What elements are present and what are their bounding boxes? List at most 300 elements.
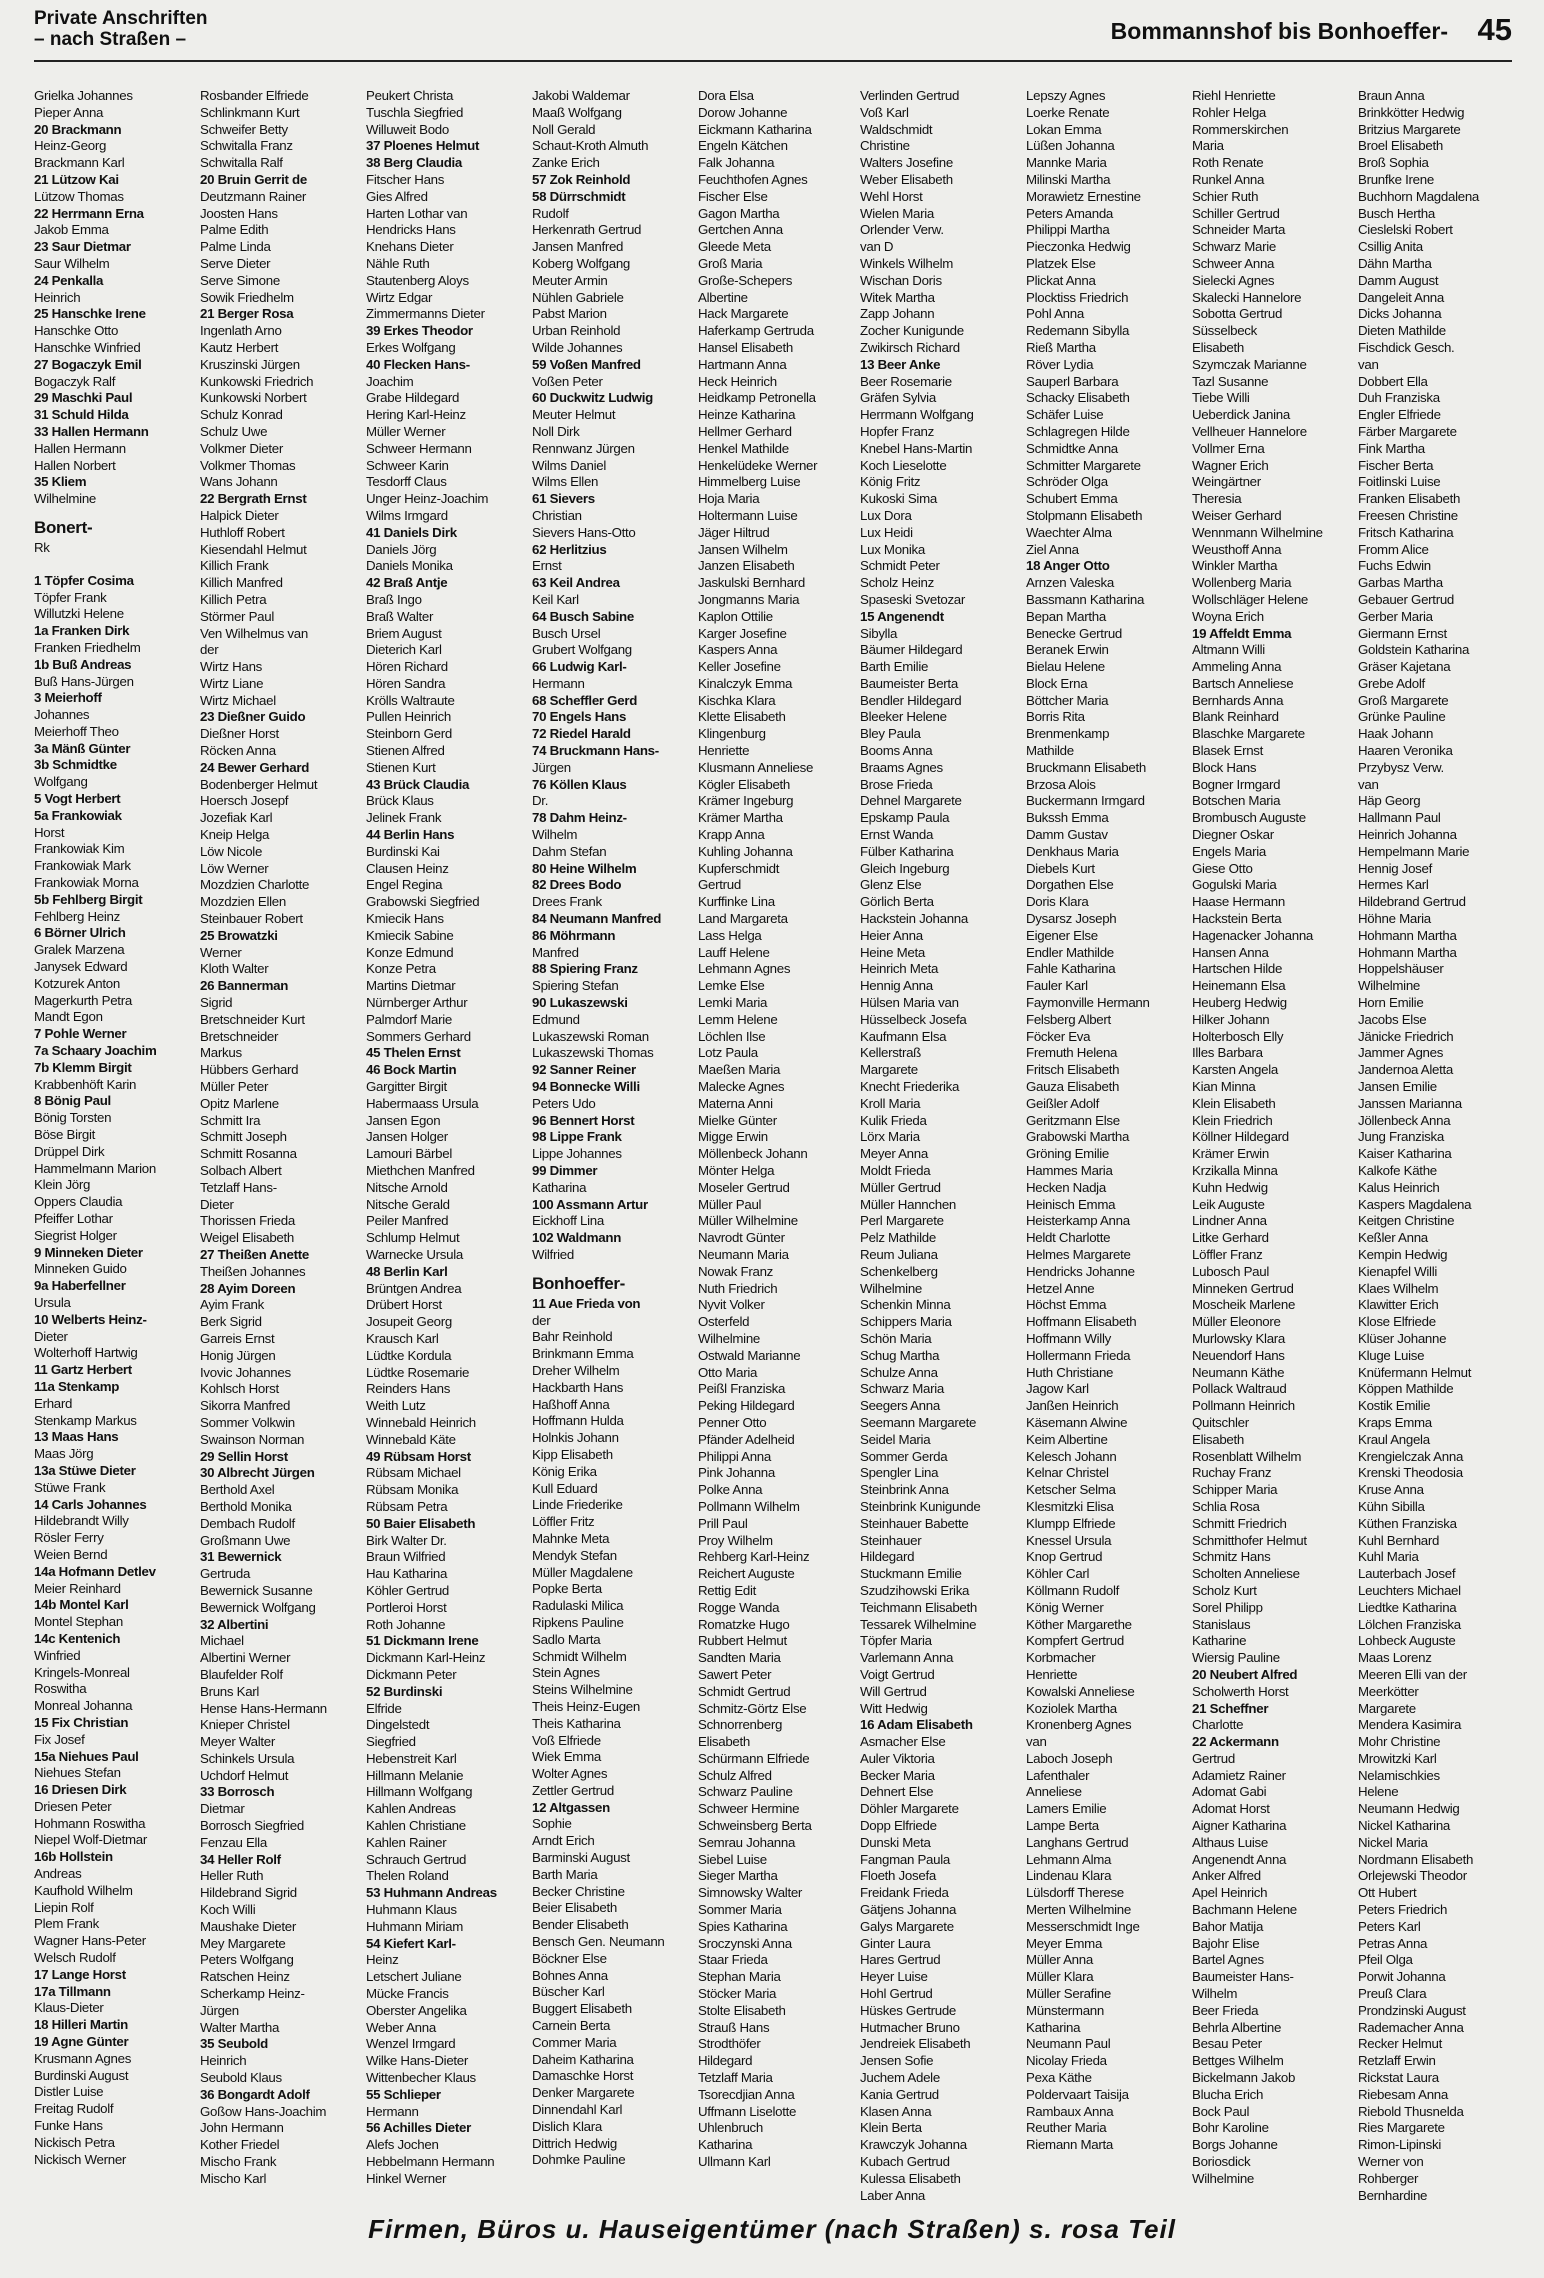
- directory-entry: Thorissen Frieda: [200, 1213, 295, 1229]
- directory-entry: Rehberg Karl-Heinz: [698, 1549, 810, 1565]
- directory-entry: Behrla Albertine: [1192, 2019, 1282, 2035]
- directory-entry: Neumann Maria: [698, 1246, 789, 1262]
- directory-column: [860, 88, 1022, 2203]
- directory-entry: Kohlsch Horst: [200, 1381, 279, 1397]
- directory-entry: 20 Bruin Gerrit de: [200, 171, 307, 187]
- directory-entry: Wehl Horst: [860, 188, 923, 204]
- directory-entry: Hebenstreit Karl: [366, 1750, 457, 1766]
- directory-entry: Böse Birgit: [34, 1127, 95, 1143]
- directory-entry: Weingärtner: [1192, 474, 1261, 490]
- directory-entry: Lüßen Johanna: [1026, 138, 1115, 154]
- directory-entry: 52 Burdinski: [366, 1683, 443, 1699]
- directory-entry: Wolfgang: [34, 774, 88, 790]
- directory-entry: Angenendt Anna: [1192, 1851, 1287, 1867]
- directory-entry: Kühn Sibilla: [1358, 1498, 1425, 1514]
- directory-entry: Nickel Katharina: [1358, 1818, 1451, 1834]
- directory-entry: Weien Bernd: [34, 1546, 108, 1562]
- directory-entry: Jansen Holger: [366, 1129, 448, 1145]
- directory-entry: Winkels Wilhelm: [860, 255, 954, 271]
- directory-entry: Horn Emilie: [1358, 995, 1424, 1011]
- directory-column: [1026, 88, 1188, 2178]
- directory-entry: Schmitt Friedrich: [1192, 1515, 1287, 1531]
- directory-entry: Commer Maria: [532, 2034, 617, 2050]
- directory-entry: Fischer Else: [698, 188, 768, 204]
- directory-entry: Kögler Elisabeth: [698, 776, 791, 792]
- directory-entry: Dorgathen Else: [1026, 877, 1114, 893]
- directory-entry: 22 Ackermann: [1192, 1734, 1279, 1750]
- directory-entry: Becker Christine: [532, 1883, 625, 1899]
- directory-entry: Huthloff Robert: [200, 524, 285, 540]
- directory-entry: 42 Braß Antje: [366, 575, 448, 591]
- directory-entry: Grabowski Martha: [1026, 1129, 1130, 1145]
- directory-entry: Kunkowski Norbert: [200, 390, 307, 406]
- directory-entry: Schäfer Luise: [1026, 407, 1104, 423]
- directory-entry: Blasek Ernst: [1192, 743, 1264, 759]
- directory-entry: Jäger Hiltrud: [698, 524, 770, 540]
- directory-entry: 90 Lukaszewski: [532, 995, 628, 1011]
- directory-entry: Schweifer Betty: [200, 121, 288, 137]
- directory-entry: Meyer Walter: [200, 1734, 275, 1750]
- directory-entry: Böckner Else: [532, 1950, 607, 1966]
- directory-entry: Dicks Johanna: [1358, 306, 1442, 322]
- directory-entry: Hoffmann Elisabeth: [1026, 1314, 1137, 1330]
- directory-entry: Kalus Heinrich: [1358, 1179, 1440, 1195]
- directory-entry: Gätjens Johanna: [860, 1902, 957, 1918]
- directory-entry: Sadlo Marta: [532, 1631, 601, 1647]
- directory-entry: Köhler Gertrud: [366, 1582, 450, 1598]
- directory-entry: Herrmann Wolfgang: [860, 407, 974, 423]
- directory-entry: Reuther Maria: [1026, 2120, 1107, 2136]
- directory-entry: Stautenberg Aloys: [366, 272, 469, 288]
- directory-entry: Kulik Frieda: [860, 1112, 927, 1128]
- directory-entry: Schwitalla Franz: [200, 138, 293, 154]
- directory-entry: Sikorra Manfred: [200, 1398, 291, 1414]
- directory-entry: Schippers Maria: [860, 1314, 952, 1330]
- directory-entry: Schmitt Rosanna: [200, 1146, 297, 1162]
- directory-entry: 7a Schaary Joachim: [34, 1043, 157, 1059]
- directory-entry: Klasen Anna: [860, 2103, 932, 2119]
- directory-entry: Rübsam Monika: [366, 1482, 459, 1498]
- directory-entry: Reichert Auguste: [698, 1566, 795, 1582]
- directory-entry: Arndt Erich: [532, 1833, 595, 1849]
- directory-entry: Hallen Hermann: [34, 440, 126, 456]
- directory-entry: Hallen Norbert: [34, 457, 116, 473]
- directory-entry: 18 Anger Otto: [1026, 558, 1110, 574]
- directory-entry: Dingelstedt: [366, 1717, 430, 1733]
- directory-entry: Meerkötter: [1358, 1683, 1419, 1699]
- directory-entry: Weusthoff Anna: [1192, 541, 1282, 557]
- directory-entry: Kahlen Andreas: [366, 1801, 456, 1817]
- directory-entry: Denker Margarete: [532, 2085, 635, 2101]
- directory-entry: Kuhl Maria: [1358, 1549, 1419, 1565]
- directory-entry: Janßen Heinrich: [1026, 1398, 1119, 1414]
- directory-entry: Neumann Paul: [1026, 2036, 1111, 2052]
- directory-entry: Opitz Marlene: [200, 1095, 279, 1111]
- directory-entry: Jürgen: [532, 759, 571, 775]
- directory-entry: Neumann Hedwig: [1358, 1801, 1460, 1817]
- directory-entry: Elisabeth: [698, 1734, 751, 1750]
- directory-entry: Peters Karl: [1358, 1918, 1421, 1934]
- directory-entry: Dieterich Karl: [366, 642, 442, 658]
- directory-entry: Janysek Edward: [34, 959, 128, 975]
- directory-entry: Mozdzien Charlotte: [200, 877, 310, 893]
- directory-entry: Garreis Ernst: [200, 1330, 275, 1346]
- directory-entry: Jacobs Else: [1358, 1011, 1427, 1027]
- directory-entry: Foitlinski Luise: [1358, 474, 1441, 490]
- directory-column: [1192, 88, 1354, 2186]
- directory-entry: Klein Friedrich: [1192, 1112, 1273, 1128]
- directory-entry: Knebel Hans-Martin: [860, 440, 973, 456]
- directory-entry: Kukoski Sima: [860, 491, 937, 507]
- directory-entry: Grielka Johannes: [34, 88, 133, 103]
- directory-entry: Berk Sigrid: [200, 1314, 262, 1330]
- directory-entry: Hoffmann Hulda: [532, 1413, 624, 1429]
- directory-entry: Bickelmann Jakob: [1192, 2070, 1296, 2086]
- directory-column: [34, 88, 196, 2178]
- directory-entry: Höhne Maria: [1358, 911, 1431, 927]
- directory-entry: Kian Minna: [1192, 1079, 1256, 1095]
- directory-entry: Wilke Hans-Dieter: [366, 2053, 469, 2069]
- directory-entry: Sowik Friedhelm: [200, 289, 294, 305]
- directory-entry: Schwarz Pauline: [698, 1784, 793, 1800]
- directory-entry: Block Hans: [1192, 759, 1257, 775]
- directory-entry: Anneliese: [1026, 1784, 1082, 1800]
- directory-entry: Riemann Marta: [1026, 2137, 1113, 2153]
- directory-entry: Jaskulski Bernhard: [698, 575, 805, 591]
- directory-entry: Eickhoff Lina: [532, 1213, 604, 1229]
- directory-entry: Bönig Torsten: [34, 1110, 112, 1126]
- directory-entry: Dehnert Else: [860, 1784, 934, 1800]
- directory-entry: Wilhelmine: [1358, 978, 1421, 994]
- directory-entry: Retzlaff Erwin: [1358, 2053, 1436, 2069]
- directory-entry: Dickmann Karl-Heinz: [366, 1650, 486, 1666]
- directory-entry: Janzen Elisabeth: [698, 558, 795, 574]
- directory-entry: Josupeit Georg: [366, 1314, 452, 1330]
- directory-entry: 33 Borrosch: [200, 1784, 275, 1800]
- directory-entry: Sielecki Agnes: [1192, 272, 1275, 288]
- directory-entry: Klusmann Anneliese: [698, 759, 814, 775]
- directory-entry: 5 Vogt Herbert: [34, 791, 121, 807]
- directory-entry: Miethchen Manfred: [366, 1163, 475, 1178]
- directory-entry: Sommer Maria: [698, 1902, 782, 1918]
- directory-entry: Rohberger: [1358, 2170, 1419, 2186]
- directory-entry: 32 Albertini: [200, 1616, 269, 1632]
- directory-entry: Hellmer Gerhard: [698, 423, 792, 439]
- directory-entry: Töpfer Frank: [34, 589, 107, 605]
- directory-entry: 100 Assmann Artur: [532, 1196, 648, 1212]
- directory-entry: Stuckmann Emilie: [860, 1566, 962, 1582]
- directory-entry: Mrowitzki Karl: [1358, 1750, 1437, 1766]
- directory-entry: 8 Bönig Paul: [34, 1093, 111, 1109]
- directory-entry: Hutmacher Bruno: [860, 2019, 960, 2035]
- directory-entry: Gertruda: [200, 1566, 251, 1582]
- directory-entry: 28 Ayim Doreen: [200, 1280, 296, 1296]
- directory-entry: Schlagregen Hilde: [1026, 423, 1130, 439]
- directory-entry: Riehl Henriette: [1192, 88, 1276, 103]
- directory-entry: Grabowski Siegfried: [366, 894, 480, 910]
- directory-entry: Johannes: [34, 707, 90, 723]
- directory-entry: Broel Elisabeth: [1358, 138, 1443, 154]
- directory-entry: Steinhauer Babette: [860, 1515, 969, 1531]
- directory-entry: 29 Maschki Paul: [34, 390, 133, 406]
- directory-entry: Helmes Margarete: [1026, 1246, 1131, 1262]
- directory-entry: König Erika: [532, 1463, 597, 1479]
- directory-entry: Karsten Angela: [1192, 1062, 1278, 1078]
- directory-entry: Katharina: [532, 1179, 587, 1195]
- directory-entry: 62 Herlitzius: [532, 541, 607, 557]
- directory-entry: Ivovic Johannes: [200, 1364, 291, 1380]
- directory-entry: 3 Meierhoff: [34, 690, 102, 706]
- directory-entry: Buggert Elisabeth: [532, 2001, 632, 2017]
- directory-entry: Berthold Axel: [200, 1482, 275, 1498]
- directory-entry: Schweer Hermann: [366, 440, 472, 456]
- directory-entry: Hendricks Hans: [366, 222, 456, 238]
- directory-entry: 60 Duckwitz Ludwig: [532, 390, 653, 406]
- directory-entry: 72 Riedel Harald: [532, 726, 631, 742]
- street-heading: Bonhoeffer-: [532, 1273, 626, 1293]
- directory-entry: Hering Karl-Heinz: [366, 407, 466, 423]
- directory-entry: Peters Udo: [532, 1095, 596, 1111]
- directory-entry: 21 Scheffner: [1192, 1700, 1269, 1716]
- directory-entry: Hillmann Wolfgang: [366, 1784, 473, 1800]
- directory-entry: Brose Frieda: [860, 776, 933, 792]
- directory-entry: Mannke Maria: [1026, 155, 1107, 171]
- directory-entry: 82 Drees Bodo: [532, 877, 622, 893]
- directory-entry: Müller Eleonore: [1192, 1314, 1281, 1330]
- directory-entry: Wans Johann: [200, 474, 278, 490]
- directory-entry: Willuweit Bodo: [366, 121, 450, 137]
- directory-entry: 48 Berlin Karl: [366, 1263, 448, 1279]
- directory-entry: Konze Edmund: [366, 944, 454, 960]
- directory-entry: Margarete: [1358, 1700, 1416, 1716]
- directory-entry: Bohnes Anna: [532, 1967, 608, 1983]
- directory-entry: 21 Lützow Kai: [34, 171, 119, 187]
- directory-entry: Margarete: [860, 1062, 918, 1078]
- directory-entry: Blaschke Margarete: [1192, 726, 1305, 742]
- directory-entry: Gagon Martha: [698, 205, 780, 221]
- directory-entry: Lauterbach Josef: [1358, 1566, 1456, 1582]
- directory-entry: Bretschneider Kurt: [200, 1011, 305, 1027]
- directory-entry: Winkler Martha: [1192, 558, 1278, 574]
- directory-entry: Lux Monika: [860, 541, 925, 557]
- directory-entry: Köllner Hildegard: [1192, 1129, 1289, 1145]
- directory-entry: Spies Katharina: [698, 1918, 788, 1934]
- directory-entry: Färber Margarete: [1358, 423, 1457, 439]
- directory-entry: Röver Lydia: [1026, 356, 1094, 372]
- directory-entry: Heinemann Elsa: [1192, 978, 1286, 994]
- directory-entry: Merten Wilhelmine: [1026, 1902, 1132, 1918]
- directory-entry: Rübsam Michael: [366, 1465, 461, 1481]
- directory-entry: Heinz: [366, 1952, 399, 1968]
- directory-entry: Strodthöfer: [698, 2036, 761, 2052]
- directory-entry: Maaß Wolfgang: [532, 104, 622, 120]
- directory-entry: 3a Mänß Günter: [34, 740, 131, 756]
- directory-entry: Möllenbeck Johann: [698, 1146, 808, 1162]
- directory-entry: Tazl Susanne: [1192, 373, 1269, 389]
- directory-entry: Preuß Clara: [1358, 1986, 1427, 2002]
- directory-entry: Schulz Alfred: [698, 1767, 772, 1783]
- directory-entry: Dangeleit Anna: [1358, 289, 1444, 305]
- directory-entry: Illes Barbara: [1192, 1045, 1263, 1061]
- directory-entry: Winnebald Käte: [366, 1431, 456, 1447]
- directory-entry: Teichmann Elisabeth: [860, 1599, 977, 1615]
- directory-entry: Krämer Erwin: [1192, 1146, 1269, 1162]
- directory-entry: Voß Elfriede: [532, 1732, 601, 1748]
- directory-entry: Hendricks Johanne: [1026, 1263, 1135, 1279]
- directory-entry: Markus: [200, 1045, 242, 1061]
- directory-entry: Brunfke Irene: [1358, 171, 1434, 187]
- directory-entry: Hallmann Paul: [1358, 810, 1441, 826]
- directory-entry: 20 Neubert Alfred: [1192, 1666, 1298, 1682]
- directory-entry: Lampe Berta: [1026, 1818, 1099, 1834]
- directory-entry: Voigt Gertrud: [860, 1666, 935, 1682]
- directory-entry: Fauler Karl: [1026, 978, 1088, 994]
- directory-entry: Sieger Martha: [698, 1868, 778, 1884]
- directory-entry: Schaut-Kroth Almuth: [532, 138, 649, 154]
- directory-entry: Otto Maria: [698, 1364, 758, 1380]
- directory-entry: Varlemann Anna: [860, 1650, 954, 1666]
- directory-entry: Kneip Helga: [200, 827, 270, 843]
- directory-entry: Dießner Horst: [200, 726, 279, 742]
- directory-entry: Koberg Wolfgang: [532, 255, 631, 271]
- directory-entry: van: [1358, 356, 1379, 372]
- directory-entry: Nuth Friedrich: [698, 1280, 778, 1296]
- directory-entry: John Hermann: [200, 2120, 284, 2136]
- directory-entry: Küthen Franziska: [1358, 1515, 1457, 1531]
- directory-entry: Bernhardine: [1358, 2187, 1428, 2203]
- directory-entry: Blucha Erich: [1192, 2086, 1264, 2102]
- directory-entry: Albertine: [698, 289, 748, 305]
- directory-entry: Sommer Gerda: [860, 1448, 948, 1464]
- directory-entry: van: [1358, 776, 1379, 792]
- directory-entry: Hillmann Melanie: [366, 1767, 464, 1783]
- directory-entry: Zocher Kunigunde: [860, 323, 964, 339]
- directory-entry: Distler Luise: [34, 2084, 104, 2100]
- directory-entry: Korbmacher: [1026, 1650, 1096, 1666]
- directory-entry: Hermes Karl: [1358, 877, 1429, 893]
- directory-entry: Sibylla: [860, 625, 898, 641]
- directory-entry: Wilhelmine: [860, 1280, 923, 1296]
- directory-entry: Rambaux Anna: [1026, 2103, 1114, 2119]
- directory-entry: Daheim Katharina: [532, 2051, 634, 2067]
- directory-entry: Witt Hedwig: [860, 1700, 928, 1716]
- directory-entry: 22 Bergrath Ernst: [200, 491, 307, 507]
- directory-entry: Navrodt Günter: [698, 1230, 785, 1246]
- directory-entry: 96 Bennert Horst: [532, 1112, 635, 1128]
- directory-entry: Saur Wilhelm: [34, 255, 110, 271]
- directory-entry: Kaufmann Elsa: [860, 1028, 947, 1044]
- directory-entry: Jakobi Waldemar: [532, 88, 630, 103]
- directory-entry: 30 Albrecht Jürgen: [200, 1465, 315, 1481]
- directory-entry: Sommers Gerhard: [366, 1028, 471, 1044]
- directory-entry: 74 Bruckmann Hans-: [532, 743, 659, 759]
- directory-entry: Gies Alfred: [366, 188, 428, 204]
- directory-entry: Doris Klara: [1026, 894, 1089, 910]
- directory-entry: 19 Affeldt Emma: [1192, 625, 1292, 641]
- directory-entry: Unger Heinz-Joachim: [366, 491, 489, 507]
- directory-entry: Radulaski Milica: [532, 1598, 624, 1614]
- directory-entry: Fangman Paula: [860, 1851, 950, 1867]
- directory-entry: Aigner Katharina: [1192, 1818, 1287, 1834]
- directory-entry: Portleroi Horst: [366, 1599, 447, 1615]
- directory-entry: 14b Montel Karl: [34, 1597, 129, 1613]
- directory-entry: 45 Thelen Ernst: [366, 1045, 461, 1061]
- directory-entry: Porwit Johanna: [1358, 1969, 1446, 1985]
- directory-entry: Schenkin Minna: [860, 1297, 951, 1313]
- directory-entry: 6 Börner Ulrich: [34, 925, 126, 941]
- directory-entry: Gralek Marzena: [34, 942, 125, 958]
- directory-entry: Hennig Anna: [860, 978, 933, 994]
- directory-entry: Jandernoa Aletta: [1358, 1062, 1454, 1078]
- directory-entry: Heck Heinrich: [698, 373, 777, 389]
- directory-entry: Seidel Maria: [860, 1431, 931, 1447]
- directory-entry: Elfride: [366, 1700, 402, 1716]
- directory-entry: 66 Ludwig Karl-: [532, 659, 627, 675]
- header-divider: [34, 60, 1512, 62]
- directory-entry: Borrosch Siegfried: [200, 1818, 304, 1834]
- directory-entry: Hense Hans-Hermann: [200, 1700, 327, 1716]
- directory-entry: Dunski Meta: [860, 1834, 931, 1850]
- directory-entry: Hoppelshäuser: [1358, 961, 1444, 977]
- directory-entry: Höchst Emma: [1026, 1297, 1107, 1313]
- directory-entry: Hopfer Franz: [860, 423, 934, 439]
- directory-entry: 9 Minneken Dieter: [34, 1244, 143, 1260]
- directory-entry: Hohmann Martha: [1358, 927, 1457, 943]
- directory-entry: Wilms Irmgard: [366, 507, 448, 523]
- directory-entry: Krzikalla Minna: [1192, 1163, 1278, 1178]
- directory-entry: Kienapfel Willi: [1358, 1263, 1438, 1279]
- directory-entry: van D: [860, 239, 894, 255]
- directory-entry: Kotzurek Anton: [34, 975, 120, 991]
- directory-entry: Rimon-Lipinski: [1358, 2137, 1441, 2153]
- directory-entry: Jammer Agnes: [1358, 1045, 1444, 1061]
- directory-entry: 1a Franken Dirk: [34, 623, 130, 639]
- directory-entry: Lützow Thomas: [34, 188, 124, 204]
- directory-column: [1358, 88, 1520, 2203]
- directory-entry: Migge Erwin: [698, 1129, 768, 1145]
- directory-entry: Lubosch Paul: [1192, 1263, 1269, 1279]
- directory-entry: Schmidt Gertrud: [698, 1683, 791, 1699]
- directory-entry: Frankowiak Morna: [34, 875, 139, 891]
- directory-entry: Waechter Alma: [1026, 524, 1112, 540]
- directory-entry: Röcken Anna: [200, 743, 276, 759]
- directory-entry: Löchlen Ilse: [698, 1028, 766, 1044]
- directory-entry: 50 Baier Elisabeth: [366, 1515, 476, 1531]
- directory-entry: Kubach Gertrud: [860, 2154, 950, 2170]
- directory-entry: Bruns Karl: [200, 1683, 260, 1699]
- directory-entry: Frankowiak Kim: [34, 841, 125, 857]
- directory-entry: Köllmann Rudolf: [1026, 1582, 1120, 1598]
- directory-entry: 63 Keil Andrea: [532, 575, 620, 591]
- directory-entry: 54 Kiefert Karl-: [366, 1935, 456, 1951]
- directory-entry: Verlinden Gertrud: [860, 88, 960, 103]
- directory-entry: 38 Berg Claudia: [366, 155, 462, 171]
- directory-entry: 92 Sanner Reiner: [532, 1062, 636, 1078]
- directory-entry: Mathilde: [1026, 743, 1074, 759]
- directory-entry: Weber Elisabeth: [860, 171, 953, 187]
- directory-entry: 23 Saur Dietmar: [34, 239, 131, 255]
- directory-entry: Hackstein Johanna: [860, 911, 968, 927]
- directory-entry: Kipp Elisabeth: [532, 1446, 613, 1462]
- directory-entry: Skalecki Hannelore: [1192, 289, 1302, 305]
- directory-entry: Erkes Wolfgang: [366, 339, 456, 355]
- directory-entry: Fromm Alice: [1358, 541, 1429, 557]
- directory-entry: Krämer Ingeburg: [698, 793, 794, 809]
- directory-entry: Konze Petra: [366, 961, 436, 977]
- directory-entry: Rubbert Helmut: [698, 1633, 787, 1649]
- directory-entry: Stephan Maria: [698, 1969, 781, 1985]
- directory-entry: Karger Josefine: [698, 625, 787, 641]
